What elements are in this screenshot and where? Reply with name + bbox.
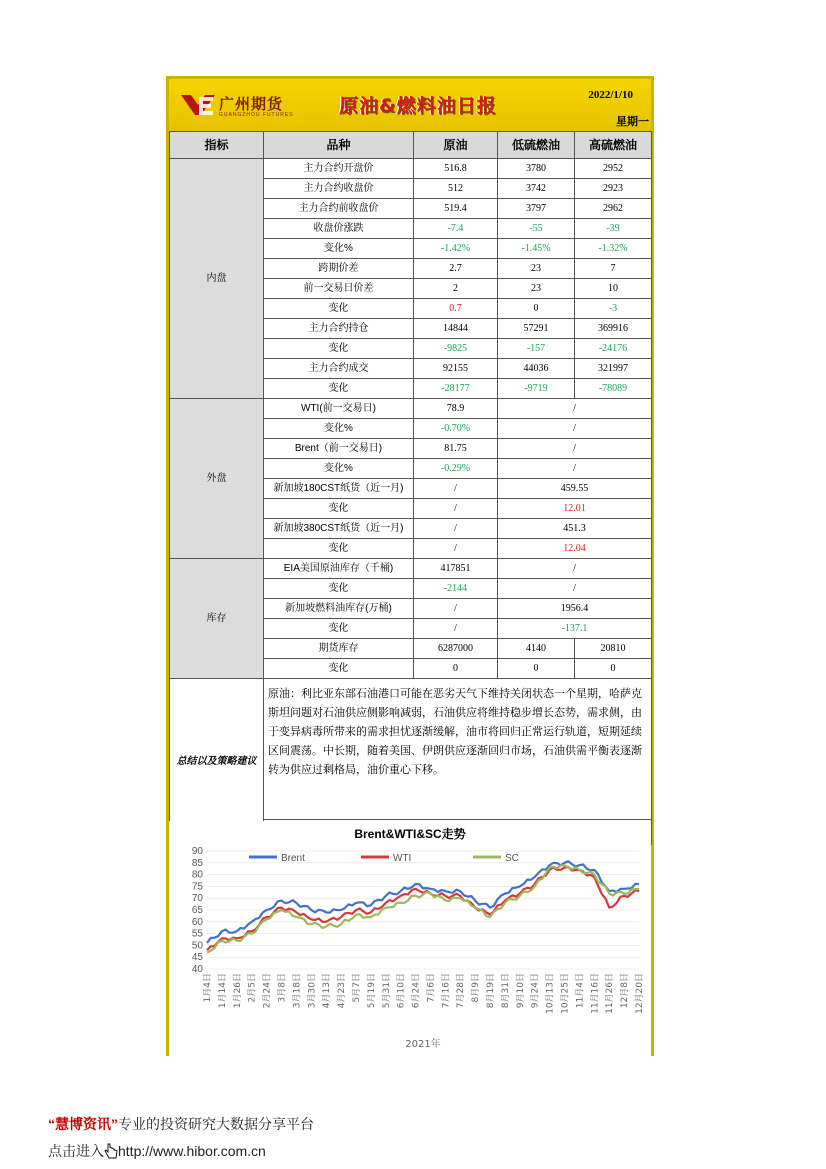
x-tick-label: 5月19日 <box>366 973 377 1009</box>
row-label: 变化% <box>264 459 414 479</box>
company-name-en: GUANGZHOU FUTURES <box>219 112 294 118</box>
header-variety: 品种 <box>264 132 414 159</box>
chart-svg <box>169 821 651 1059</box>
report-title: 原油&燃料油日报 <box>339 95 497 117</box>
x-tick-label: 3月30日 <box>307 973 318 1009</box>
y-tick-label: 45 <box>191 952 203 964</box>
crude-value: 14844 <box>414 319 498 339</box>
report-date: 2022/1/10 <box>588 89 633 101</box>
fuel-oil-value: 451.3 <box>498 519 652 539</box>
x-tick-label: 11月4日 <box>575 973 586 1009</box>
x-tick-label: 3月18日 <box>292 973 303 1009</box>
x-tick-label: 4月23日 <box>337 973 348 1009</box>
fuel-oil-value: / <box>498 399 652 419</box>
row-label: 变化 <box>264 539 414 559</box>
crude-value: -7.4 <box>414 219 498 239</box>
low-sulfur-value: 3797 <box>498 199 575 219</box>
x-tick-label: 1月14日 <box>217 973 228 1009</box>
y-tick-label: 90 <box>191 846 203 857</box>
fuel-oil-value: / <box>498 579 652 599</box>
fuel-oil-value: / <box>498 419 652 439</box>
low-sulfur-value: -55 <box>498 219 575 239</box>
x-tick-label: 4月13日 <box>322 973 333 1009</box>
y-tick-label: 55 <box>191 928 203 940</box>
low-sulfur-value: 0 <box>498 659 575 679</box>
y-tick-label: 65 <box>191 905 203 916</box>
x-tick-label: 1月26日 <box>232 973 243 1009</box>
x-tick-label: 9月24日 <box>530 973 541 1009</box>
crude-value: 0.7 <box>414 299 498 319</box>
row-label: 新加坡380CST纸货（近一月) <box>264 519 414 539</box>
y-tick-label: 80 <box>191 869 203 881</box>
fuel-oil-value: -137.1 <box>498 619 652 639</box>
crude-value: -28177 <box>414 379 498 399</box>
row-label: Brent（前一交易日) <box>264 439 414 459</box>
y-tick-label: 60 <box>191 916 203 928</box>
legend-label-sc: SC <box>505 853 519 864</box>
crude-value: 0 <box>414 659 498 679</box>
row-label: 主力合约前收盘价 <box>264 199 414 219</box>
row-label: 变化 <box>264 619 414 639</box>
x-tick-label: 1月4日 <box>203 973 213 1003</box>
low-sulfur-value: 57291 <box>498 319 575 339</box>
report-banner <box>169 79 651 132</box>
row-label: 变化 <box>264 379 414 399</box>
footer-brand-slogan: 专业的投资研究大数据分享平台 <box>118 1116 314 1132</box>
high-sulfur-value: -24176 <box>575 339 652 359</box>
crude-value: 2.7 <box>414 259 498 279</box>
report-sheet <box>166 76 654 1056</box>
x-tick-label: 8月31日 <box>500 973 511 1009</box>
guangzhou-futures-logo-icon <box>181 93 215 117</box>
row-label: 变化 <box>264 579 414 599</box>
x-tick-label: 6月10日 <box>396 973 407 1009</box>
crude-value: 81.75 <box>414 439 498 459</box>
low-sulfur-value: -9719 <box>498 379 575 399</box>
row-label: 期货库存 <box>264 639 414 659</box>
x-tick-label: 11月16日 <box>590 973 601 1014</box>
summary-category: 总结以及策略建议 <box>170 679 264 845</box>
high-sulfur-value: 2962 <box>575 199 652 219</box>
x-tick-label: 5月31日 <box>381 973 392 1009</box>
chart-title: Brent&WTI&SC走势 <box>354 827 466 841</box>
row-label: 主力合约收盘价 <box>264 179 414 199</box>
row-label: 变化% <box>264 419 414 439</box>
row-label: 新加坡180CST纸货（近一月) <box>264 479 414 499</box>
high-sulfur-value: 0 <box>575 659 652 679</box>
summary-text: 原油：利比亚东部石油港口可能在恶劣天气下维持关闭状态一个星期，哈萨克斯坦问题对石油供应侧影响减弱，石油供应将维持稳步增长态势，需求侧，由于变异病毒所带来的需求担忧逐渐缓解，油市将回归正常运行轨道，短期延续区间震荡。中长期，随着美国、伊朗供应逐渐回归市场，石油供需平衡表逐渐转为供应过剩格局，油价重心下移。 <box>264 679 652 820</box>
crude-value: 2 <box>414 279 498 299</box>
low-sulfur-value: 3742 <box>498 179 575 199</box>
high-sulfur-value: 7 <box>575 259 652 279</box>
low-sulfur-value: 23 <box>498 279 575 299</box>
low-sulfur-value: -157 <box>498 339 575 359</box>
y-tick-label: 85 <box>191 857 203 869</box>
x-tick-label: 7月28日 <box>456 973 467 1009</box>
row-label: EIA美国原油库存（千桶) <box>264 559 414 579</box>
inventory-category: 库存 <box>170 559 264 679</box>
hand-cursor-icon <box>104 1143 118 1159</box>
x-tick-label: 2月5日 <box>247 973 258 1003</box>
x-tick-label: 8月19日 <box>486 973 497 1009</box>
x-tick-label: 7月6日 <box>426 973 437 1003</box>
header-crude: 原油 <box>414 132 498 159</box>
high-sulfur-value: 20810 <box>575 639 652 659</box>
low-sulfur-value: 4140 <box>498 639 575 659</box>
fuel-oil-value: / <box>498 439 652 459</box>
x-tick-label: 10月25日 <box>560 973 571 1014</box>
x-tick-label: 12月8日 <box>620 973 631 1009</box>
fuel-oil-value: 459.55 <box>498 479 652 499</box>
low-sulfur-value: -1.45% <box>498 239 575 259</box>
row-label: 主力合约持仓 <box>264 319 414 339</box>
crude-value: -9825 <box>414 339 498 359</box>
x-tick-label: 10月13日 <box>545 973 556 1014</box>
company-name-cn: 广州期货 <box>219 96 284 113</box>
crude-value: / <box>414 599 498 619</box>
low-sulfur-value: 23 <box>498 259 575 279</box>
crude-value: / <box>414 519 498 539</box>
crude-value: -0.29% <box>414 459 498 479</box>
crude-value: 92155 <box>414 359 498 379</box>
crude-value: -2144 <box>414 579 498 599</box>
header-low-sulfur: 低硫燃油 <box>498 132 575 159</box>
high-sulfur-value: -3 <box>575 299 652 319</box>
high-sulfur-value: 10 <box>575 279 652 299</box>
table-row <box>170 559 652 579</box>
row-label: 变化 <box>264 299 414 319</box>
footer-link-prefix: 点击进入 <box>48 1143 104 1159</box>
x-tick-label: 8月9日 <box>471 973 482 1003</box>
row-label: 变化% <box>264 239 414 259</box>
crude-value: / <box>414 499 498 519</box>
footer-brand <box>48 1114 314 1134</box>
row-label: 收盘价涨跌 <box>264 219 414 239</box>
legend-label-brent: Brent <box>281 853 305 864</box>
row-label: 前一交易日价差 <box>264 279 414 299</box>
crude-value: -1.42% <box>414 239 498 259</box>
x-tick-label: 12月20日 <box>635 973 645 1014</box>
row-label: 主力合约成交 <box>264 359 414 379</box>
x-tick-label: 3月8日 <box>277 973 288 1003</box>
x-tick-label: 7月16日 <box>441 973 452 1009</box>
domestic-category: 内盘 <box>170 159 264 399</box>
crude-value: / <box>414 539 498 559</box>
low-sulfur-value: 44036 <box>498 359 575 379</box>
data-table <box>169 131 652 845</box>
x-tick-label: 6月24日 <box>411 973 422 1009</box>
crude-value: 417851 <box>414 559 498 579</box>
row-label: 新加坡燃料油库存(万桶) <box>264 599 414 619</box>
crude-value: 519.4 <box>414 199 498 219</box>
crude-value: 512 <box>414 179 498 199</box>
row-label: 主力合约开盘价 <box>264 159 414 179</box>
summary-row <box>170 679 652 820</box>
x-tick-label: 9月10日 <box>515 973 526 1009</box>
fuel-oil-value: / <box>498 559 652 579</box>
x-tick-label: 5月7日 <box>351 973 362 1003</box>
high-sulfur-value: -1.32% <box>575 239 652 259</box>
price-chart <box>169 821 651 1059</box>
fuel-oil-value: / <box>498 459 652 479</box>
high-sulfur-value: 369916 <box>575 319 652 339</box>
x-tick-label: 2月24日 <box>262 973 273 1009</box>
foreign-category: 外盘 <box>170 399 264 559</box>
footer-brand-quote: “慧博资讯” <box>48 1116 118 1132</box>
high-sulfur-value: -39 <box>575 219 652 239</box>
row-label: 变化 <box>264 499 414 519</box>
high-sulfur-value: 2952 <box>575 159 652 179</box>
header-high-sulfur: 高硫燃油 <box>575 132 652 159</box>
high-sulfur-value: 2923 <box>575 179 652 199</box>
crude-value: -0.70% <box>414 419 498 439</box>
crude-value: 78.9 <box>414 399 498 419</box>
fuel-oil-value: 12.01 <box>498 499 652 519</box>
y-tick-label: 75 <box>191 881 203 893</box>
table-header-row <box>170 132 652 159</box>
crude-value: / <box>414 619 498 639</box>
low-sulfur-value: 3780 <box>498 159 575 179</box>
crude-value: 516.8 <box>414 159 498 179</box>
crude-value: 6287000 <box>414 639 498 659</box>
row-label: 跨期价差 <box>264 259 414 279</box>
y-tick-label: 50 <box>191 940 203 952</box>
header-indicator: 指标 <box>170 132 264 159</box>
fuel-oil-value: 12.04 <box>498 539 652 559</box>
y-tick-label: 70 <box>191 893 203 905</box>
table-row <box>170 399 652 419</box>
footer-link[interactable] <box>48 1141 266 1161</box>
x-tick-label: 11月26日 <box>605 973 616 1014</box>
legend-label-wti: WTI <box>393 853 412 864</box>
x-axis-label: 2021年 <box>405 1039 441 1050</box>
table-row <box>170 159 652 179</box>
high-sulfur-value: -78089 <box>575 379 652 399</box>
row-label: 变化 <box>264 339 414 359</box>
high-sulfur-value: 321997 <box>575 359 652 379</box>
low-sulfur-value: 0 <box>498 299 575 319</box>
fuel-oil-value: 1956.4 <box>498 599 652 619</box>
row-label: 变化 <box>264 659 414 679</box>
y-tick-label: 40 <box>191 964 203 975</box>
crude-value: / <box>414 479 498 499</box>
series-line-brent <box>207 861 639 943</box>
footer-link-url[interactable]: http://www.hibor.com.cn <box>118 1143 266 1159</box>
report-weekday: 星期一 <box>616 116 649 128</box>
row-label: WTI(前一交易日) <box>264 399 414 419</box>
